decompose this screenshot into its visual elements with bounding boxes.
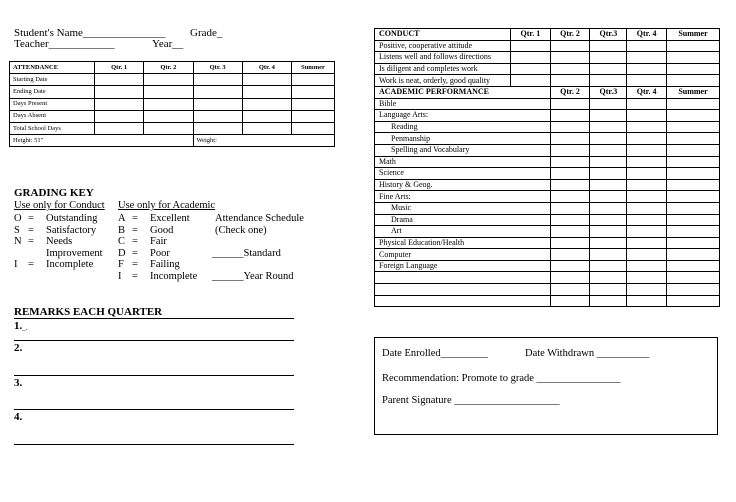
remark-line[interactable]: [14, 444, 294, 445]
academic-cell[interactable]: [667, 214, 720, 226]
academic-cell[interactable]: [667, 179, 720, 191]
conduct-cell[interactable]: [590, 40, 627, 52]
attendance-row-label: Total School Days: [10, 122, 95, 134]
grading-key-row: [118, 271, 197, 283]
grading-code: I: [14, 259, 18, 271]
academic-cell[interactable]: [627, 168, 667, 180]
academic-cell[interactable]: [667, 144, 720, 156]
academic-cell[interactable]: [627, 121, 667, 133]
academic-cell[interactable]: [667, 202, 720, 214]
attendance-table: [9, 61, 335, 147]
grading-label: Failing: [150, 259, 180, 271]
academic-cell[interactable]: [590, 237, 627, 249]
academic-row-label: Fine Arts:: [375, 191, 551, 203]
academic-cell[interactable]: [627, 226, 667, 238]
academic-cell[interactable]: [590, 284, 627, 296]
academic-cell[interactable]: [667, 249, 720, 261]
academic-cell[interactable]: [627, 179, 667, 191]
academic-row-label: History & Geog.: [375, 179, 551, 191]
conduct-cell[interactable]: [590, 63, 627, 75]
grading-equals: =: [28, 236, 34, 248]
academic-cell[interactable]: [627, 98, 667, 110]
attendance-row: [10, 110, 335, 122]
year-round-option[interactable]: ______Year Round: [212, 271, 294, 282]
academic-cell[interactable]: [550, 284, 590, 296]
academic-row-label: Language Arts:: [375, 110, 551, 122]
academic-key-heading: Use only for Academic: [118, 200, 216, 211]
conduct-cell[interactable]: [590, 52, 627, 64]
grading-key-row: [14, 236, 103, 248]
grading-code: S: [14, 224, 20, 236]
grading-code: I: [118, 270, 122, 282]
attendance-cell[interactable]: [242, 122, 291, 134]
col-qtr4: Qtr. 4: [242, 62, 291, 74]
academic-cell[interactable]: [550, 110, 590, 122]
academic-col-qtr4: Qtr. 4: [627, 86, 667, 98]
academic-row-label: Spelling and Vocabulary: [375, 144, 551, 156]
academic-cell[interactable]: [627, 295, 667, 307]
conduct-cell[interactable]: [627, 40, 667, 52]
grading-equals: =: [132, 236, 138, 248]
grading-code: D: [118, 247, 126, 259]
grading-key-row: [118, 248, 197, 260]
grading-code: [14, 248, 28, 260]
col-qtr2: Qtr. 2: [144, 62, 193, 74]
date-withdrawn-field[interactable]: Date Withdrawn __________: [525, 348, 650, 359]
grading-code: O: [14, 213, 22, 224]
academic-row: [375, 202, 720, 214]
academic-cell[interactable]: [550, 214, 590, 226]
conduct-row-label: Is diligent and completes work: [375, 63, 511, 75]
attendance-cell[interactable]: [144, 98, 193, 110]
conduct-row: [375, 52, 720, 64]
academic-cell[interactable]: [550, 202, 590, 214]
academic-cell[interactable]: [590, 202, 627, 214]
academic-cell[interactable]: [667, 133, 720, 145]
attendance-cell[interactable]: [95, 86, 144, 98]
academic-cell[interactable]: [627, 133, 667, 145]
academic-row-label: Reading: [375, 121, 551, 133]
academic-row: [375, 121, 720, 133]
academic-row-label: Math: [375, 156, 551, 168]
academic-cell[interactable]: [627, 191, 667, 203]
academic-cell[interactable]: [590, 191, 627, 203]
grading-label: Poor: [150, 247, 170, 259]
academic-cell[interactable]: [550, 168, 590, 180]
attendance-cell[interactable]: [95, 110, 144, 122]
attendance-cell[interactable]: [292, 74, 335, 86]
academic-cell[interactable]: [627, 237, 667, 249]
conduct-cell[interactable]: [667, 63, 720, 75]
attendance-header: ATTENDANCE: [10, 62, 95, 74]
remark-mark: _.: [22, 324, 28, 332]
attendance-cell[interactable]: [95, 122, 144, 134]
attendance-row-label: Starting Date: [10, 74, 95, 86]
academic-cell[interactable]: [590, 249, 627, 261]
academic-cell[interactable]: [590, 121, 627, 133]
academic-cell[interactable]: [627, 156, 667, 168]
academic-row: [375, 133, 720, 145]
academic-cell[interactable]: [550, 156, 590, 168]
academic-row-label: Computer: [375, 249, 551, 261]
academic-row: [375, 179, 720, 191]
height-field[interactable]: Height: 51": [10, 135, 194, 147]
conduct-cell[interactable]: [627, 75, 667, 87]
teacher-field[interactable]: Teacher____________: [14, 38, 115, 50]
conduct-col-qtr2: Qtr. 2: [550, 29, 590, 41]
remark-line[interactable]: [14, 409, 294, 410]
academic-cell[interactable]: [627, 110, 667, 122]
grading-equals: =: [132, 259, 138, 271]
conduct-row: [375, 40, 720, 52]
conduct-row: [375, 75, 720, 87]
academic-cell[interactable]: [550, 191, 590, 203]
conduct-cell[interactable]: [550, 52, 590, 64]
academic-row-label: Foreign Language: [375, 260, 551, 272]
academic-row: [375, 249, 720, 261]
academic-row-label: Drama: [375, 214, 551, 226]
conduct-cell[interactable]: [550, 63, 590, 75]
attendance-row: [10, 122, 335, 134]
conduct-cell[interactable]: [511, 75, 551, 87]
grading-key-row: [14, 213, 103, 225]
grading-key-row: [118, 236, 197, 248]
grading-label: Needs: [46, 236, 73, 248]
academic-row: [375, 156, 720, 168]
conduct-key-heading: Use only for Conduct: [14, 200, 105, 211]
academic-cell[interactable]: [590, 226, 627, 238]
academic-cell[interactable]: [590, 214, 627, 226]
conduct-col-qtr3: Qtr.3: [590, 29, 627, 41]
academic-row: [375, 284, 720, 296]
academic-cell[interactable]: [550, 295, 590, 307]
academic-row-label: [375, 295, 551, 307]
attendance-cell[interactable]: [193, 110, 242, 122]
grade-field[interactable]: Grade_: [190, 27, 223, 39]
academic-cell[interactable]: [667, 226, 720, 238]
performance-table: [374, 28, 720, 307]
academic-cell[interactable]: [627, 260, 667, 272]
grading-code: C: [118, 236, 126, 248]
grading-code: B: [118, 224, 126, 236]
conduct-key-list: [14, 213, 103, 271]
conduct-cell[interactable]: [550, 75, 590, 87]
recommendation-field[interactable]: Recommendation: Promote to grade ________________: [382, 373, 621, 384]
academic-col-qtr2: Qtr. 2: [550, 86, 590, 98]
academic-row: [375, 168, 720, 180]
attendance-row-label: Days Absent: [10, 110, 95, 122]
conduct-cell[interactable]: [627, 63, 667, 75]
attendance-cell[interactable]: [193, 122, 242, 134]
academic-key-list: [118, 213, 197, 283]
col-summer: Summer: [292, 62, 335, 74]
conduct-header-row: [375, 29, 720, 41]
academic-cell[interactable]: [627, 272, 667, 284]
academic-cell[interactable]: [550, 133, 590, 145]
academic-cell[interactable]: [550, 226, 590, 238]
grading-equals: =: [132, 224, 138, 236]
academic-col-qtr3: Qtr.3: [590, 86, 627, 98]
academic-row: [375, 98, 720, 110]
academic-cell[interactable]: [550, 249, 590, 261]
grading-equals: =: [28, 224, 34, 236]
attendance-cell[interactable]: [144, 74, 193, 86]
attendance-schedule-note: (Check one): [215, 225, 267, 236]
conduct-cell[interactable]: [667, 75, 720, 87]
academic-cell[interactable]: [627, 144, 667, 156]
grading-equals: =: [132, 247, 138, 259]
grading-label: Satisfactory: [46, 224, 97, 236]
academic-cell[interactable]: [667, 156, 720, 168]
conduct-cell[interactable]: [667, 40, 720, 52]
academic-cell[interactable]: [667, 191, 720, 203]
conduct-cell[interactable]: [511, 52, 551, 64]
grading-code: N: [14, 236, 22, 248]
academic-cell[interactable]: [667, 110, 720, 122]
academic-cell[interactable]: [667, 121, 720, 133]
grading-key-row: [118, 225, 197, 237]
conduct-row-label: Positive, cooperative attitude: [375, 40, 511, 52]
academic-cell[interactable]: [590, 133, 627, 145]
academic-row: [375, 272, 720, 284]
grading-label: Outstanding: [46, 213, 98, 224]
grading-equals: =: [132, 270, 138, 282]
academic-cell[interactable]: [590, 156, 627, 168]
grading-label: Incomplete: [46, 259, 94, 271]
academic-cell[interactable]: [627, 284, 667, 296]
academic-row: [375, 214, 720, 226]
attendance-cell[interactable]: [292, 86, 335, 98]
academic-row: [375, 226, 720, 238]
academic-cell[interactable]: [590, 98, 627, 110]
academic-cell[interactable]: [550, 144, 590, 156]
remark-line[interactable]: [14, 340, 294, 341]
academic-cell[interactable]: [550, 260, 590, 272]
date-enrolled-field[interactable]: Date Enrolled_________: [382, 348, 488, 359]
academic-row: [375, 237, 720, 249]
grading-key-row: [14, 225, 103, 237]
height-weight-row: [10, 135, 335, 147]
attendance-cell[interactable]: [292, 122, 335, 134]
grading-label: Fair: [150, 236, 167, 248]
grading-equals: [28, 248, 46, 260]
enrollment-box: [374, 337, 718, 435]
remark-number: 4.: [14, 411, 23, 423]
conduct-row-label: Listens well and follows directions: [375, 52, 511, 64]
attendance-cell[interactable]: [193, 98, 242, 110]
conduct-col-summer: Summer: [667, 29, 720, 41]
conduct-col-qtr1: Qtr. 1: [511, 29, 551, 41]
academic-cell[interactable]: [590, 260, 627, 272]
conduct-cell[interactable]: [590, 75, 627, 87]
conduct-row-label: Work is neat, orderly, good quality: [375, 75, 511, 87]
academic-row-label: Science: [375, 168, 551, 180]
conduct-header: CONDUCT: [375, 29, 511, 41]
academic-header-row: [375, 86, 720, 98]
attendance-cell[interactable]: [193, 86, 242, 98]
students-name-field[interactable]: Student's Name_______________: [14, 27, 166, 39]
remark-number: 2.: [14, 342, 23, 354]
conduct-cell[interactable]: [511, 63, 551, 75]
conduct-cell[interactable]: [550, 40, 590, 52]
academic-cell[interactable]: [667, 295, 720, 307]
academic-cell[interactable]: [550, 179, 590, 191]
academic-cell[interactable]: [550, 121, 590, 133]
academic-row-label: [375, 284, 551, 296]
academic-row-label: [375, 272, 551, 284]
academic-row-label: Art: [375, 226, 551, 238]
attendance-cell[interactable]: [95, 98, 144, 110]
grading-label: Good: [150, 224, 174, 236]
attendance-row-label: Ending Date: [10, 86, 95, 98]
grading-label: Improvement: [46, 247, 103, 259]
attendance-row-label: Days Present: [10, 98, 95, 110]
col-qtr3: Qtr. 3: [193, 62, 242, 74]
col-qtr1: Qtr. 1: [95, 62, 144, 74]
attendance-cell[interactable]: [193, 74, 242, 86]
grading-label: Incomplete: [150, 270, 198, 282]
academic-row: [375, 191, 720, 203]
grading-equals: =: [28, 259, 34, 271]
attendance-cell[interactable]: [242, 74, 291, 86]
academic-cell[interactable]: [550, 98, 590, 110]
grading-equals: =: [28, 213, 34, 224]
attendance-row: [10, 74, 335, 86]
academic-row: [375, 260, 720, 272]
parent-signature-field[interactable]: Parent Signature ____________________: [382, 395, 560, 406]
year-field[interactable]: Year__: [152, 38, 184, 50]
conduct-row: [375, 63, 720, 75]
attendance-cell[interactable]: [144, 110, 193, 122]
academic-row-label: Physical Education/Health: [375, 237, 551, 249]
remark-number: 3.: [14, 377, 23, 389]
remark-number: 1.: [14, 320, 23, 332]
attendance-row: [10, 98, 335, 110]
conduct-col-qtr4: Qtr. 4: [627, 29, 667, 41]
grading-code: A: [118, 213, 126, 224]
grading-equals: =: [132, 213, 138, 224]
academic-cell[interactable]: [590, 110, 627, 122]
conduct-cell[interactable]: [511, 40, 551, 52]
academic-cell[interactable]: [627, 249, 667, 261]
weight-field[interactable]: Weight:: [193, 135, 335, 147]
conduct-cell[interactable]: [627, 52, 667, 64]
academic-cell[interactable]: [550, 272, 590, 284]
academic-row: [375, 295, 720, 307]
attendance-schedule-title: Attendance Schedule: [215, 213, 304, 224]
academic-cell[interactable]: [667, 272, 720, 284]
attendance-cell[interactable]: [292, 110, 335, 122]
attendance-cell[interactable]: [144, 86, 193, 98]
academic-row-label: Bible: [375, 98, 551, 110]
academic-cell[interactable]: [550, 237, 590, 249]
academic-row-label: Penmanship: [375, 133, 551, 145]
attendance-row: [10, 86, 335, 98]
academic-row: [375, 144, 720, 156]
academic-cell[interactable]: [667, 237, 720, 249]
academic-cell[interactable]: [627, 214, 667, 226]
attendance-cell[interactable]: [242, 110, 291, 122]
academic-cell[interactable]: [590, 144, 627, 156]
academic-cell[interactable]: [590, 295, 627, 307]
academic-row: [375, 110, 720, 122]
academic-col-summer: Summer: [667, 86, 720, 98]
academic-cell[interactable]: [590, 272, 627, 284]
academic-cell[interactable]: [667, 98, 720, 110]
attendance-cell[interactable]: [242, 86, 291, 98]
conduct-cell[interactable]: [667, 52, 720, 64]
grading-key-title: GRADING KEY: [14, 187, 94, 199]
remark-line[interactable]: [14, 375, 294, 376]
academic-cell[interactable]: [667, 168, 720, 180]
grading-key-row: [118, 259, 197, 271]
grading-key-row: [14, 248, 103, 260]
standard-option[interactable]: ______Standard: [212, 248, 281, 259]
academic-cell[interactable]: [667, 260, 720, 272]
academic-cell[interactable]: [590, 179, 627, 191]
academic-cell[interactable]: [627, 202, 667, 214]
academic-row-label: Music: [375, 202, 551, 214]
attendance-cell[interactable]: [242, 98, 291, 110]
attendance-cell[interactable]: [95, 74, 144, 86]
grading-label: Excellent: [150, 213, 190, 224]
grading-code: F: [118, 259, 124, 271]
grading-key-row: [14, 259, 103, 271]
academic-header: ACADEMIC PERFORMANCE: [375, 86, 551, 98]
remarks-title: REMARKS EACH QUARTER: [14, 306, 163, 318]
grading-key-row: [118, 213, 197, 225]
remarks-title-line: [14, 318, 294, 319]
attendance-cell[interactable]: [144, 122, 193, 134]
attendance-header-row: [10, 62, 335, 74]
academic-cell[interactable]: [667, 284, 720, 296]
academic-cell[interactable]: [590, 168, 627, 180]
attendance-cell[interactable]: [292, 98, 335, 110]
